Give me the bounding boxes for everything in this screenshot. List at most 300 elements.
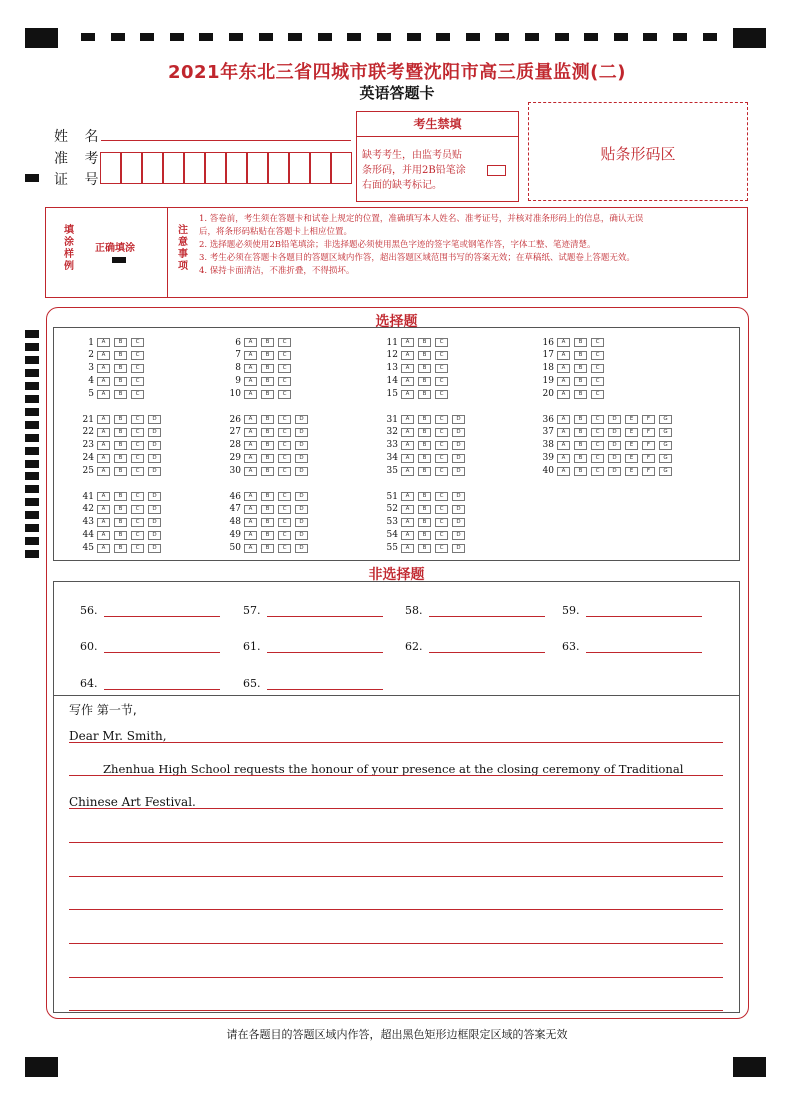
answer-bubble[interactable]: B [114,390,127,399]
blank-answer-line[interactable] [104,651,220,653]
answer-bubble[interactable]: C [131,505,144,514]
answer-bubble[interactable]: C [131,467,144,476]
answer-bubble[interactable]: D [148,492,161,501]
answer-bubble[interactable]: D [295,454,308,463]
answer-bubble[interactable]: E [625,441,638,450]
answer-bubble[interactable]: A [401,544,414,553]
answer-bubble[interactable]: C [131,338,144,347]
answer-bubble[interactable]: B [261,544,274,553]
answer-bubble[interactable]: A [97,377,110,386]
answer-bubble[interactable]: F [642,467,655,476]
corner-mark-bottom-right [733,1057,766,1077]
top-timing-mark [407,33,421,41]
answer-bubble[interactable]: A [401,428,414,437]
choice-question-row [380,337,452,348]
choice-question-row [223,389,295,400]
answer-bubble[interactable]: D [452,415,465,424]
exam-id-digit-box[interactable] [268,152,289,184]
correct-fill-label: 正确填涂 [95,243,135,254]
answer-bubble[interactable]: C [131,390,144,399]
answer-bubble[interactable]: B [261,390,274,399]
answer-bubble[interactable]: C [278,377,291,386]
choice-question-row [536,414,676,425]
exam-id-digit-box[interactable] [289,152,310,184]
writing-line[interactable] [69,775,723,776]
answer-bubble[interactable]: B [574,428,587,437]
answer-bubble[interactable]: C [435,377,448,386]
answer-bubble[interactable]: B [261,351,274,360]
blank-answer-line[interactable] [586,651,702,653]
name-field[interactable] [101,140,351,141]
answer-bubble[interactable]: A [557,441,570,450]
answer-bubble[interactable]: B [114,338,127,347]
answer-bubble[interactable]: A [97,441,110,450]
answer-bubble[interactable]: C [435,441,448,450]
answer-bubble[interactable]: A [401,338,414,347]
answer-bubble[interactable]: B [114,364,127,373]
answer-bubble[interactable]: D [452,531,465,540]
answer-bubble[interactable]: B [574,441,587,450]
answer-bubble[interactable]: E [625,467,638,476]
choice-question-row [76,414,165,425]
answer-bubble[interactable]: B [261,454,274,463]
answer-bubble[interactable]: A [401,364,414,373]
answer-bubble[interactable]: A [401,518,414,527]
answer-bubble[interactable]: G [659,467,672,476]
answer-bubble[interactable]: C [591,467,604,476]
answer-bubble[interactable]: B [114,518,127,527]
answer-bubble[interactable]: C [435,531,448,540]
answer-bubble[interactable]: C [278,390,291,399]
question-number: 23 [82,440,94,451]
answer-bubble[interactable]: A [244,492,257,501]
answer-bubble[interactable]: C [435,390,448,399]
answer-bubble[interactable]: G [659,415,672,424]
exam-id-digit-box[interactable] [247,152,268,184]
answer-bubble[interactable]: C [591,428,604,437]
top-timing-mark [643,33,657,41]
answer-bubble[interactable]: A [97,390,110,399]
answer-bubble[interactable]: A [244,544,257,553]
answer-bubble[interactable]: D [452,467,465,476]
answer-bubble[interactable]: C [435,518,448,527]
writing-line[interactable] [69,909,723,910]
answer-bubble[interactable]: A [97,415,110,424]
answer-bubble[interactable]: A [244,338,257,347]
answer-bubble[interactable]: F [642,441,655,450]
answer-bubble[interactable]: A [244,454,257,463]
answer-bubble[interactable]: A [97,351,110,360]
answer-bubble[interactable]: B [418,390,431,399]
blank-section-divider [53,695,739,696]
exam-id-boxes[interactable] [100,152,352,184]
answer-bubble[interactable]: B [418,531,431,540]
answer-bubble[interactable]: D [295,415,308,424]
answer-bubble[interactable]: E [625,428,638,437]
exam-id-label-2: 证 号 [54,172,105,188]
answer-bubble[interactable]: C [131,351,144,360]
answer-bubble[interactable]: D [608,441,621,450]
answer-bubble[interactable]: F [642,454,655,463]
answer-bubble[interactable]: A [244,364,257,373]
choice-question-row [536,337,608,348]
answer-bubble[interactable]: D [452,505,465,514]
blank-number: 59. [562,604,580,617]
answer-bubble[interactable]: A [557,351,570,360]
choice-question-row [380,504,469,515]
answer-bubble[interactable]: A [401,492,414,501]
answer-bubble[interactable]: D [295,544,308,553]
answer-bubble[interactable]: B [261,415,274,424]
writing-heading: 写作 第一节, [69,703,137,717]
answer-bubble[interactable]: C [278,544,291,553]
exam-id-digit-box[interactable] [226,152,247,184]
answer-bubble[interactable]: A [557,390,570,399]
answer-bubble[interactable]: G [659,428,672,437]
answer-bubble[interactable]: E [625,415,638,424]
choice-question-row [223,376,295,387]
answer-bubble[interactable]: D [608,454,621,463]
answer-bubble[interactable]: C [278,338,291,347]
answer-bubble[interactable]: A [557,428,570,437]
top-timing-mark [170,33,184,41]
answer-bubble[interactable]: D [148,441,161,450]
answer-bubble[interactable]: D [148,454,161,463]
correct-fill-example-mark [112,257,126,263]
answer-bubble[interactable]: B [574,467,587,476]
exam-id-digit-box[interactable] [163,152,184,184]
answer-bubble[interactable]: C [278,441,291,450]
top-timing-mark [614,33,628,41]
exam-id-digit-box[interactable] [205,152,226,184]
answer-bubble[interactable]: B [114,441,127,450]
answer-bubble[interactable]: A [97,338,110,347]
answer-bubble[interactable]: B [574,364,587,373]
answer-bubble[interactable]: D [295,531,308,540]
answer-bubble[interactable]: A [401,441,414,450]
blank-answer-line[interactable] [586,615,702,617]
writing-line[interactable] [69,842,723,843]
answer-bubble[interactable]: C [435,544,448,553]
fill-example-label [63,225,75,273]
answer-bubble[interactable]: B [114,544,127,553]
left-timing-mark [25,524,39,532]
answer-bubble[interactable]: A [244,390,257,399]
left-timing-mark [25,408,39,416]
answer-bubble[interactable]: A [401,415,414,424]
answer-bubble[interactable]: D [295,467,308,476]
answer-bubble[interactable]: G [659,441,672,450]
answer-bubble[interactable]: E [625,454,638,463]
answer-bubble[interactable]: C [435,351,448,360]
top-timing-mark [140,33,154,41]
answer-bubble[interactable]: D [452,441,465,450]
answer-bubble[interactable]: D [148,505,161,514]
answer-bubble[interactable]: B [418,505,431,514]
answer-bubble[interactable]: D [452,518,465,527]
top-timing-mark [259,33,273,41]
answer-bubble[interactable]: D [452,544,465,553]
answer-bubble[interactable]: C [131,492,144,501]
answer-bubble[interactable]: C [278,351,291,360]
answer-bubble[interactable]: B [418,518,431,527]
answer-bubble[interactable]: A [557,467,570,476]
answer-bubble[interactable]: B [574,377,587,386]
answer-bubble[interactable]: A [244,467,257,476]
answer-bubble[interactable]: B [114,454,127,463]
answer-bubble[interactable]: C [278,531,291,540]
answer-bubble[interactable]: A [401,377,414,386]
answer-bubble[interactable]: C [278,364,291,373]
left-timing-mark [25,537,39,545]
answer-bubble[interactable]: A [557,415,570,424]
answer-bubble[interactable]: D [295,428,308,437]
answer-bubble[interactable]: B [418,544,431,553]
barcode-label: 贴条形码区 [600,145,676,163]
answer-bubble[interactable]: C [131,531,144,540]
notice-label-char: 意 [178,237,188,248]
answer-bubble[interactable]: C [591,338,604,347]
answer-bubble[interactable]: C [131,441,144,450]
answer-bubble[interactable]: A [401,351,414,360]
answer-bubble[interactable]: C [435,428,448,437]
answer-bubble[interactable]: D [295,441,308,450]
answer-bubble[interactable]: A [557,338,570,347]
answer-bubble[interactable]: C [278,492,291,501]
answer-bubble[interactable]: D [452,428,465,437]
answer-bubble[interactable]: A [401,505,414,514]
answer-bubble[interactable]: B [261,338,274,347]
answer-bubble[interactable]: C [435,454,448,463]
left-timing-mark [25,485,39,493]
answer-bubble[interactable]: C [278,505,291,514]
answer-bubble[interactable]: A [401,467,414,476]
answer-bubble[interactable]: A [557,454,570,463]
answer-bubble[interactable]: D [452,454,465,463]
writing-line[interactable] [69,742,723,743]
answer-bubble[interactable]: A [244,505,257,514]
answer-bubble[interactable]: C [435,505,448,514]
answer-bubble[interactable]: C [278,428,291,437]
exam-id-digit-box[interactable] [142,152,163,184]
question-number: 21 [82,414,94,425]
exam-id-digit-box[interactable] [184,152,205,184]
answer-bubble[interactable]: A [557,364,570,373]
question-number: 28 [229,440,241,451]
answer-bubble[interactable]: B [418,377,431,386]
answer-bubble[interactable]: B [114,415,127,424]
answer-bubble[interactable]: B [574,454,587,463]
answer-bubble[interactable]: C [131,377,144,386]
answer-bubble[interactable]: B [418,428,431,437]
answer-bubble[interactable]: B [574,415,587,424]
answer-bubble[interactable]: C [278,467,291,476]
answer-bubble[interactable]: B [261,441,274,450]
answer-bubble[interactable]: F [642,415,655,424]
notice-line: 4. 保持卡面清洁，不准折叠，不得损坏。 [199,266,355,276]
answer-bubble[interactable]: C [591,441,604,450]
choice-question-row [536,389,608,400]
answer-bubble[interactable]: C [278,415,291,424]
answer-bubble[interactable]: B [114,377,127,386]
answer-bubble[interactable]: A [97,505,110,514]
blank-answer-line[interactable] [267,615,383,617]
question-number: 19 [542,376,554,387]
answer-bubble[interactable]: C [131,518,144,527]
answer-bubble[interactable]: C [591,454,604,463]
answer-bubble[interactable]: B [418,351,431,360]
answer-bubble[interactable]: A [244,351,257,360]
absent-mark-box[interactable] [487,165,506,176]
blank-answer-line[interactable] [429,615,545,617]
answer-bubble[interactable]: B [261,531,274,540]
answer-bubble[interactable]: B [418,415,431,424]
answer-bubble[interactable]: C [591,390,604,399]
answer-bubble[interactable]: C [435,364,448,373]
answer-bubble[interactable]: B [261,377,274,386]
answer-bubble[interactable]: B [574,338,587,347]
answer-bubble[interactable]: B [114,505,127,514]
answer-bubble[interactable]: B [114,531,127,540]
answer-bubble[interactable]: B [418,441,431,450]
answer-bubble[interactable]: A [97,428,110,437]
answer-bubble[interactable]: B [261,518,274,527]
answer-bubble[interactable]: C [435,415,448,424]
answer-bubble[interactable]: A [401,454,414,463]
question-number: 55 [386,543,398,554]
exam-id-digit-box[interactable] [310,152,331,184]
question-number: 45 [82,543,94,554]
blank-answer-line[interactable] [104,688,220,690]
answer-bubble[interactable]: C [435,492,448,501]
answer-bubble[interactable]: B [261,364,274,373]
answer-bubble[interactable]: C [591,415,604,424]
blank-answer-line[interactable] [267,688,383,690]
answer-bubble[interactable]: D [295,518,308,527]
top-timing-mark [495,33,509,41]
answer-bubble[interactable]: C [278,454,291,463]
answer-bubble[interactable]: D [608,428,621,437]
blank-number: 57. [243,604,261,617]
top-timing-mark [347,33,361,41]
choice-question-row [380,530,469,541]
top-timing-mark [555,33,569,41]
answer-bubble[interactable]: D [608,467,621,476]
answer-bubble[interactable]: A [557,377,570,386]
answer-bubble[interactable]: C [131,428,144,437]
answer-bubble[interactable]: B [114,428,127,437]
answer-bubble[interactable]: B [574,390,587,399]
answer-bubble[interactable]: C [435,338,448,347]
question-number: 37 [542,427,554,438]
barcode-area [528,102,748,201]
answer-bubble[interactable]: D [148,544,161,553]
answer-bubble[interactable]: A [401,390,414,399]
answer-bubble[interactable]: B [261,428,274,437]
answer-bubble[interactable]: A [244,441,257,450]
answer-bubble[interactable]: B [418,492,431,501]
answer-bubble[interactable]: C [591,364,604,373]
answer-bubble[interactable]: A [97,454,110,463]
answer-bubble[interactable]: D [148,518,161,527]
answer-bubble[interactable]: C [435,467,448,476]
answer-bubble[interactable]: F [642,428,655,437]
answer-bubble[interactable]: A [244,531,257,540]
answer-bubble[interactable]: D [148,531,161,540]
exam-id-digit-box[interactable] [331,152,352,184]
answer-bubble[interactable]: A [97,364,110,373]
writing-line[interactable] [69,977,723,978]
answer-bubble[interactable]: C [591,377,604,386]
answer-bubble[interactable]: A [97,518,110,527]
answer-bubble[interactable]: A [244,377,257,386]
choice-question-row [223,517,312,528]
answer-bubble[interactable]: B [418,364,431,373]
answer-bubble[interactable]: B [114,351,127,360]
answer-bubble[interactable]: C [131,364,144,373]
answer-bubble[interactable]: A [97,492,110,501]
answer-bubble[interactable]: A [244,428,257,437]
exam-id-digit-box[interactable] [121,152,142,184]
answer-bubble[interactable]: B [418,338,431,347]
answer-bubble[interactable]: D [295,492,308,501]
answer-bubble[interactable]: B [114,492,127,501]
fill-example-label-char: 填 [64,225,74,236]
answer-bubble[interactable]: D [452,492,465,501]
writing-line[interactable] [69,1010,723,1011]
answer-bubble[interactable]: D [148,467,161,476]
answer-bubble[interactable]: A [401,531,414,540]
answer-bubble[interactable]: G [659,454,672,463]
choice-question-row [380,427,469,438]
answer-bubble[interactable]: C [591,351,604,360]
writing-line[interactable] [69,876,723,877]
writing-line[interactable] [69,808,723,809]
answer-bubble[interactable]: D [608,415,621,424]
answer-bubble[interactable]: C [131,544,144,553]
answer-bubble[interactable]: A [244,415,257,424]
answer-bubble[interactable]: B [261,467,274,476]
answer-bubble[interactable]: C [131,454,144,463]
question-number: 11 [386,337,398,348]
answer-bubble[interactable]: A [97,544,110,553]
answer-bubble[interactable]: A [97,467,110,476]
blank-answer-line[interactable] [429,651,545,653]
answer-bubble[interactable]: B [261,505,274,514]
answer-bubble[interactable]: D [148,428,161,437]
answer-bubble[interactable]: A [97,531,110,540]
answer-bubble[interactable]: D [295,505,308,514]
left-timing-mark [25,511,39,519]
notice-line: 3. 考生必须在答题卡各题目的答题区域内作答，超出答题区域范围书写的答案无效；在草稿纸、试题卷上答题无效。 [199,253,635,263]
answer-bubble[interactable]: B [574,351,587,360]
notice-line: 1. 答卷前，考生须在答题卡和试卷上规定的位置，准确填写本人姓名、准考证号，并核对准条形码上的信息，确认无误 [199,214,644,224]
answer-bubble[interactable]: B [418,467,431,476]
answer-bubble[interactable]: D [148,415,161,424]
blank-answer-line[interactable] [267,651,383,653]
answer-bubble[interactable]: A [244,518,257,527]
answer-bubble[interactable]: C [131,415,144,424]
exam-id-digit-box[interactable] [100,152,121,184]
notice-line: 2. 选择题必须使用2B铅笔填涂；非选择题必须使用黑色字迹的签字笔或钢笔作答，字体工整、笔迹清楚。 [199,240,596,250]
blank-answer-line[interactable] [104,615,220,617]
answer-bubble[interactable]: B [114,467,127,476]
answer-bubble[interactable]: B [261,492,274,501]
answer-bubble[interactable]: B [418,454,431,463]
answer-bubble[interactable]: C [278,518,291,527]
blank-number: 56. [80,604,98,617]
writing-line[interactable] [69,943,723,944]
